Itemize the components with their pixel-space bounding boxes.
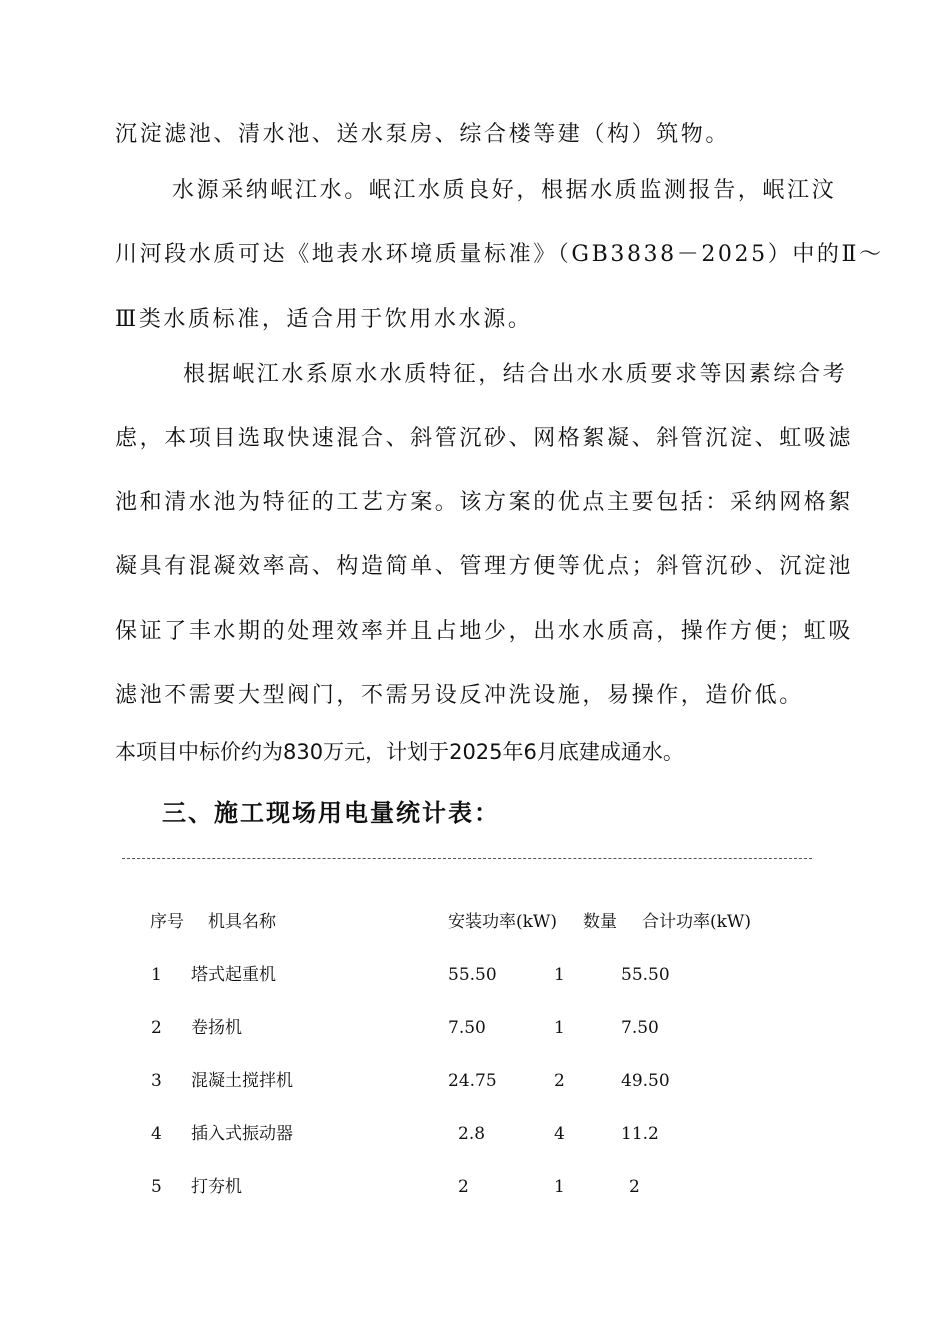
- section-heading: 三、施工现场用电量统计表：: [162, 799, 500, 827]
- paragraph-line: 保证了丰水期的处理效率并且占地少，出水水质高，操作方便；虹吸: [115, 619, 854, 644]
- row-name: 塔式起重机: [191, 965, 276, 985]
- row-name: 混凝土搅拌机: [191, 1071, 293, 1091]
- row-index: 4: [151, 1124, 162, 1144]
- row-index: 2: [151, 1018, 162, 1038]
- row-total-power: 7.50: [621, 1018, 659, 1038]
- row-rated-power: 7.50: [448, 1018, 486, 1038]
- paragraph-line: 滤池不需要大型阀门，不需另设反冲洗设施，易操作，造价低。: [115, 683, 804, 708]
- row-rated-power: 24.75: [448, 1071, 497, 1091]
- row-name: 打夯机: [191, 1177, 242, 1197]
- header-quantity: 数量: [583, 912, 617, 932]
- bid-info-line: 本项目中标价约为830万元，计划于2025年6月底建成通水。: [115, 740, 684, 764]
- row-index: 5: [151, 1177, 162, 1197]
- row-rated-power: 2: [458, 1177, 469, 1197]
- row-index: 1: [151, 965, 162, 985]
- row-name: 插入式振动器: [191, 1124, 293, 1144]
- header-index: 序号: [150, 912, 184, 932]
- paragraph-line: Ⅲ类水质标准，适合用于饮用水水源。: [115, 307, 533, 332]
- header-name: 机具名称: [208, 912, 276, 932]
- row-rated-power: 55.50: [448, 965, 497, 985]
- row-quantity: 1: [554, 965, 565, 985]
- paragraph-line: 虑，本项目选取快速混合、斜管沉砂、网格絮凝、斜管沉淀、虹吸滤: [115, 426, 854, 451]
- paragraph-line: 根据岷江水系原水水质特征，结合出水水质要求等因素综合考: [183, 362, 848, 387]
- dashed-divider: [122, 858, 812, 859]
- paragraph-line: 池和清水池为特征的工艺方案。该方案的优点主要包括：采纳网格絮: [115, 490, 854, 515]
- row-name: 卷扬机: [191, 1018, 242, 1038]
- header-total-power: 合计功率(kW): [642, 912, 752, 932]
- row-quantity: 4: [554, 1124, 565, 1144]
- row-quantity: 1: [554, 1018, 565, 1038]
- paragraph-line: 川河段水质可达《地表水环境质量标准》（GB3838－2025）中的Ⅱ～: [115, 242, 884, 267]
- header-rated-power: 安装功率(kW): [448, 912, 558, 932]
- row-rated-power: 2.8: [458, 1124, 486, 1144]
- row-index: 3: [151, 1071, 162, 1091]
- row-total-power: 55.50: [621, 965, 670, 985]
- row-quantity: 1: [554, 1177, 565, 1197]
- row-total-power: 2: [629, 1177, 640, 1197]
- row-total-power: 11.2: [621, 1124, 659, 1144]
- paragraph-line: 凝具有混凝效率高、构造简单、管理方便等优点；斜管沉砂、沉淀池: [115, 554, 854, 579]
- row-quantity: 2: [554, 1071, 565, 1091]
- row-total-power: 49.50: [621, 1071, 670, 1091]
- paragraph-line: 沉淀滤池、清水池、送水泵房、综合楼等建（构）筑物。: [115, 122, 731, 147]
- paragraph-line: 水源采纳岷江水。岷江水质良好，根据水质监测报告，岷江汶: [172, 178, 837, 203]
